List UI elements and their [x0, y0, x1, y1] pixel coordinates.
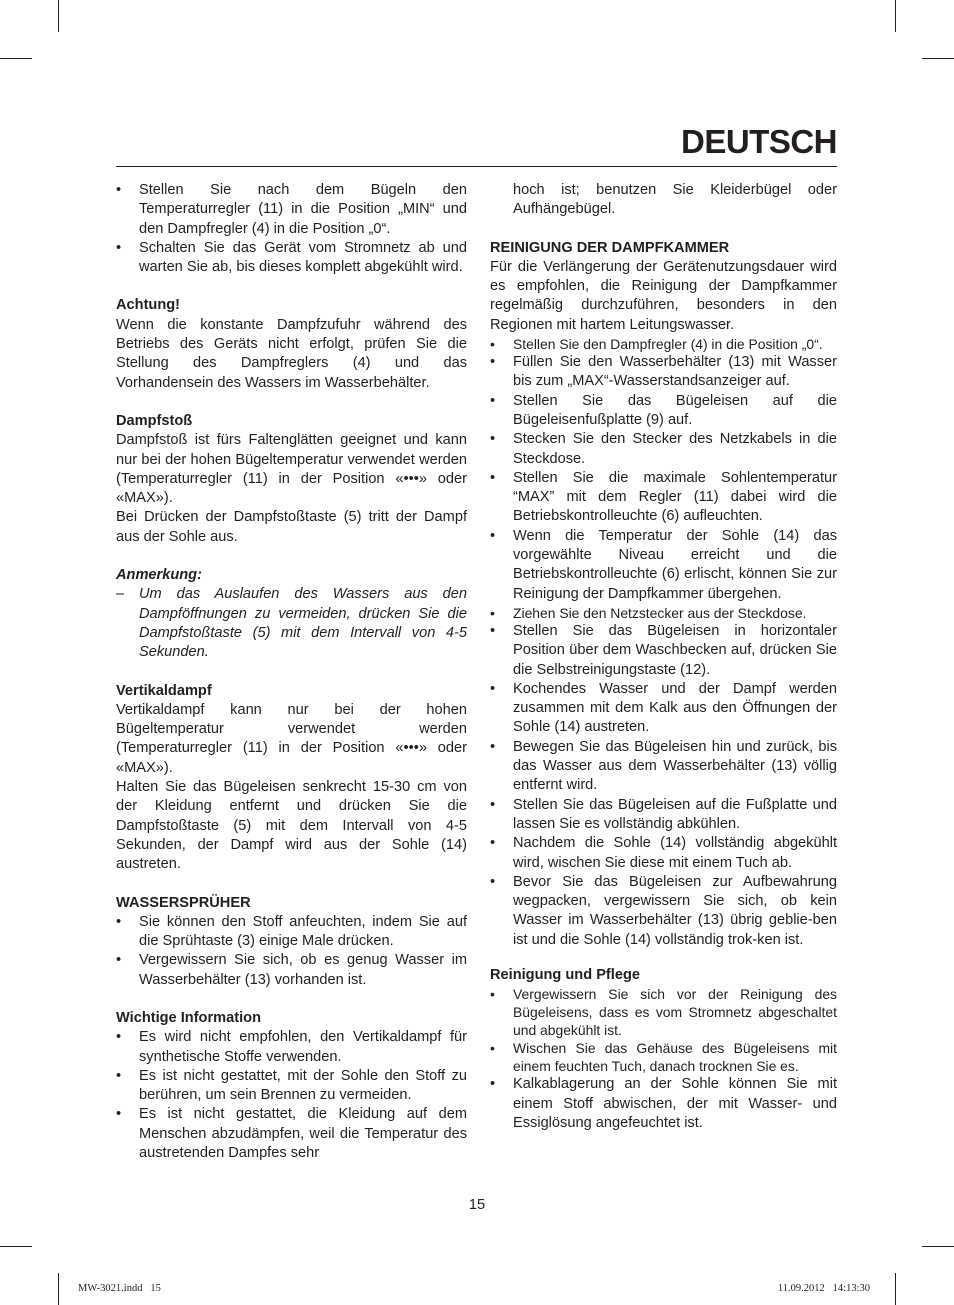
crop-mark-top-left	[58, 0, 59, 32]
list-item: • Kochendes Wasser und der Dampf werden zusammen mit dem Kalk aus den Öffnungen der Sohle (14) austreten.	[490, 680, 837, 738]
list-item: • Ziehen Sie den Netzstecker aus der Steckdose.	[490, 604, 837, 622]
list-item: • Stellen Sie das Bügeleisen in horizontaler Position über dem Waschbecken auf, drücken Sie die Selbstreinigungstaste (12).	[490, 622, 837, 680]
reinigung-dampfkammer-heading: REINIGUNG DER DAMPFKAMMER	[490, 239, 730, 256]
achtung-heading: Achtung!	[116, 297, 181, 314]
right-column	[490, 181, 837, 1133]
reinigung-pflege-list	[490, 985, 837, 1133]
dampfstoss-heading: Dampfstoß	[116, 412, 193, 429]
crop-mark-bottom-left-h	[0, 1246, 32, 1247]
list-item: • Stellen Sie die maximale Sohlentemperatur “MAX” mit dem Regler (11) dabei wird die Betriebskontrolleuchte (6) aufleuchten.	[490, 469, 837, 527]
crop-mark-bottom-right-h	[922, 1246, 954, 1247]
crop-mark-top-right	[895, 0, 896, 32]
crop-mark-top-left-h	[0, 58, 32, 59]
list-item: • Füllen Sie den Wasserbehälter (13) mit Wasser bis zum „MAX“-Wasserstandsanzeiger auf.	[490, 353, 837, 392]
list-item: – Um das Auslaufen des Wassers aus den Dampföffnungen zu vermeiden, drücken Sie die Dampfstoßtaste (5) mit dem Intervall von 4-5 Sekunden.	[116, 585, 467, 662]
list-item: • Wischen Sie das Gehäuse des Bügeleisens mit einem feuchten Tuch, danach trocknen Sie es.	[490, 1039, 837, 1075]
wasserspruher-list	[116, 913, 467, 990]
left-column	[116, 181, 467, 1163]
crop-mark-top-right-h	[922, 58, 954, 59]
vertikaldampf-text: Vertikaldampf kann nur bei der hohen Bügeltemperatur verwendet werden (Temperaturregler (11) in der Position «•••» oder «MAX»).	[116, 701, 467, 776]
wasserspruher-heading: WASSERSPRÜHER	[116, 894, 251, 911]
page-number: 15	[468, 1197, 486, 1213]
page-title: DEUTSCH	[680, 123, 837, 160]
reinigung-dampfkammer-text: Für die Verlängerung der Gerätenutzungsdauer wird es empfohlen, die Reinigung der Dampfkammer regelmäßig durchzuführen, besonders in den Regionen mit hartem Leitungswasser.	[490, 258, 837, 333]
dampfstoss-text: Dampfstoß ist fürs Faltenglätten geeignet und kann nur bei der hohen Bügeltemperatur verwendet werden (Temperaturregler (11) in der Position «•••» oder «MAX»).	[116, 432, 467, 507]
list-item: • Bevor Sie das Bügeleisen zur Aufbewahrung wegpacken, vergewissern Sie sich, ob kein Wasser im Wasserbehälter (13) übrig geblie-ben ist und die Sohle (14) vollständig trok-ken ist.	[490, 873, 837, 950]
vertikaldampf-heading: Vertikaldampf	[116, 682, 212, 699]
list-item: • Kalkablagerung an der Sohle können Sie mit einem Stoff abwischen, der mit Wasser- und Essiglösung angefeuchtet ist.	[490, 1075, 837, 1133]
list-item: • Bewegen Sie das Bügeleisen hin und zurück, bis das Wasser aus dem Wasserbehälter (13) völlig entfernt wird.	[490, 738, 837, 796]
list-item: • Sie können den Stoff anfeuchten, indem Sie auf die Sprühtaste (3) einige Male drücken.	[116, 913, 467, 952]
footer-file-name: MW-3021.indd 15	[78, 1283, 161, 1294]
reinigung-pflege-heading: Reinigung und Pflege	[490, 966, 640, 983]
crop-mark-bottom-left	[58, 1273, 59, 1305]
list-item: • Nachdem die Sohle (14) vollständig abgekühlt wird, wischen Sie diese mit einem Tuch ab.	[490, 834, 837, 873]
list-item: • Es wird nicht empfohlen, den Vertikaldampf für synthetische Stoffe verwenden.	[116, 1028, 467, 1067]
list-item: • Es ist nicht gestattet, mit der Sohle den Stoff zu berühren, um sein Brennen zu vermeiden.	[116, 1067, 467, 1106]
list-item: • Schalten Sie das Gerät vom Stromnetz ab und warten Sie ab, bis dieses komplett abgekühlt wird.	[116, 239, 467, 278]
list-item: • Vergewissern Sie sich vor der Reinigung des Bügeleisens, dass es vom Stromnetz abgeschaltet und abgekühlt ist.	[490, 985, 837, 1039]
anmerkung-heading: Anmerkung:	[116, 567, 202, 584]
list-item: • Stellen Sie das Bügeleisen auf die Fußplatte und lassen Sie es vollständig abkühlen.	[490, 796, 837, 835]
list-item: • Stellen Sie das Bügeleisen auf die Bügeleisenfußplatte (9) auf.	[490, 392, 837, 431]
reinigung-dampfkammer-list	[490, 335, 837, 950]
list-item: • Stecken Sie den Stecker des Netzkabels in die Steckdose.	[490, 430, 837, 469]
dampfstoss-text-2: Bei Drücken der Dampfstoßtaste (5) tritt der Dampf aus der Sohle aus.	[116, 509, 467, 545]
continuation-text: hoch ist; benutzen Sie Kleiderbügel oder Aufhängebügel.	[513, 182, 837, 218]
list-item: • Wenn die Temperatur der Sohle (14) das vorgewählte Niveau erreicht und die Betriebskontrolleuchte (6) erlischt, können Sie zur Reinigung der Dampfkammer übergehen.	[490, 527, 837, 604]
crop-mark-bottom-right	[895, 1273, 896, 1305]
achtung-text: Wenn die konstante Dampfzufuhr während des Betriebs des Geräts nicht erfolgt, prüfen Sie die Stellung des Dampfreglers (4) und das Vorhandensein des Wassers im Wasserbehälter.	[116, 316, 467, 391]
header-rule	[116, 166, 837, 167]
vertikaldampf-text-2: Halten Sie das Bügeleisen senkrecht 15-30 cm von der Kleidung entfernt und drücken Sie die Dampfstoßtaste (5) mit dem Intervall von 4-5 Sekunden, der Dampf wird aus der Sohle (14) austreten.	[116, 779, 467, 873]
list-item: • Stellen Sie nach dem Bügeln den Temperaturregler (11) in die Position „MIN“ und den Dampfregler (4) in die Position „0“.	[116, 181, 467, 239]
list-item: • Es ist nicht gestattet, die Kleidung auf dem Menschen abzudämpfen, weil die Temperatur des austretenden Dampfes sehr	[116, 1105, 467, 1163]
intro-list	[116, 181, 467, 277]
wichtige-information-heading: Wichtige Information	[116, 1009, 261, 1026]
anmerkung-list	[116, 585, 467, 662]
list-item: • Vergewissern Sie sich, ob es genug Wasser im Wasserbehälter (13) vorhanden ist.	[116, 951, 467, 990]
wichtige-information-list	[116, 1028, 467, 1163]
list-item: • Stellen Sie den Dampfregler (4) in die Position „0“.	[490, 335, 837, 353]
footer-date: 11.09.2012 14:13:30	[777, 1283, 870, 1294]
